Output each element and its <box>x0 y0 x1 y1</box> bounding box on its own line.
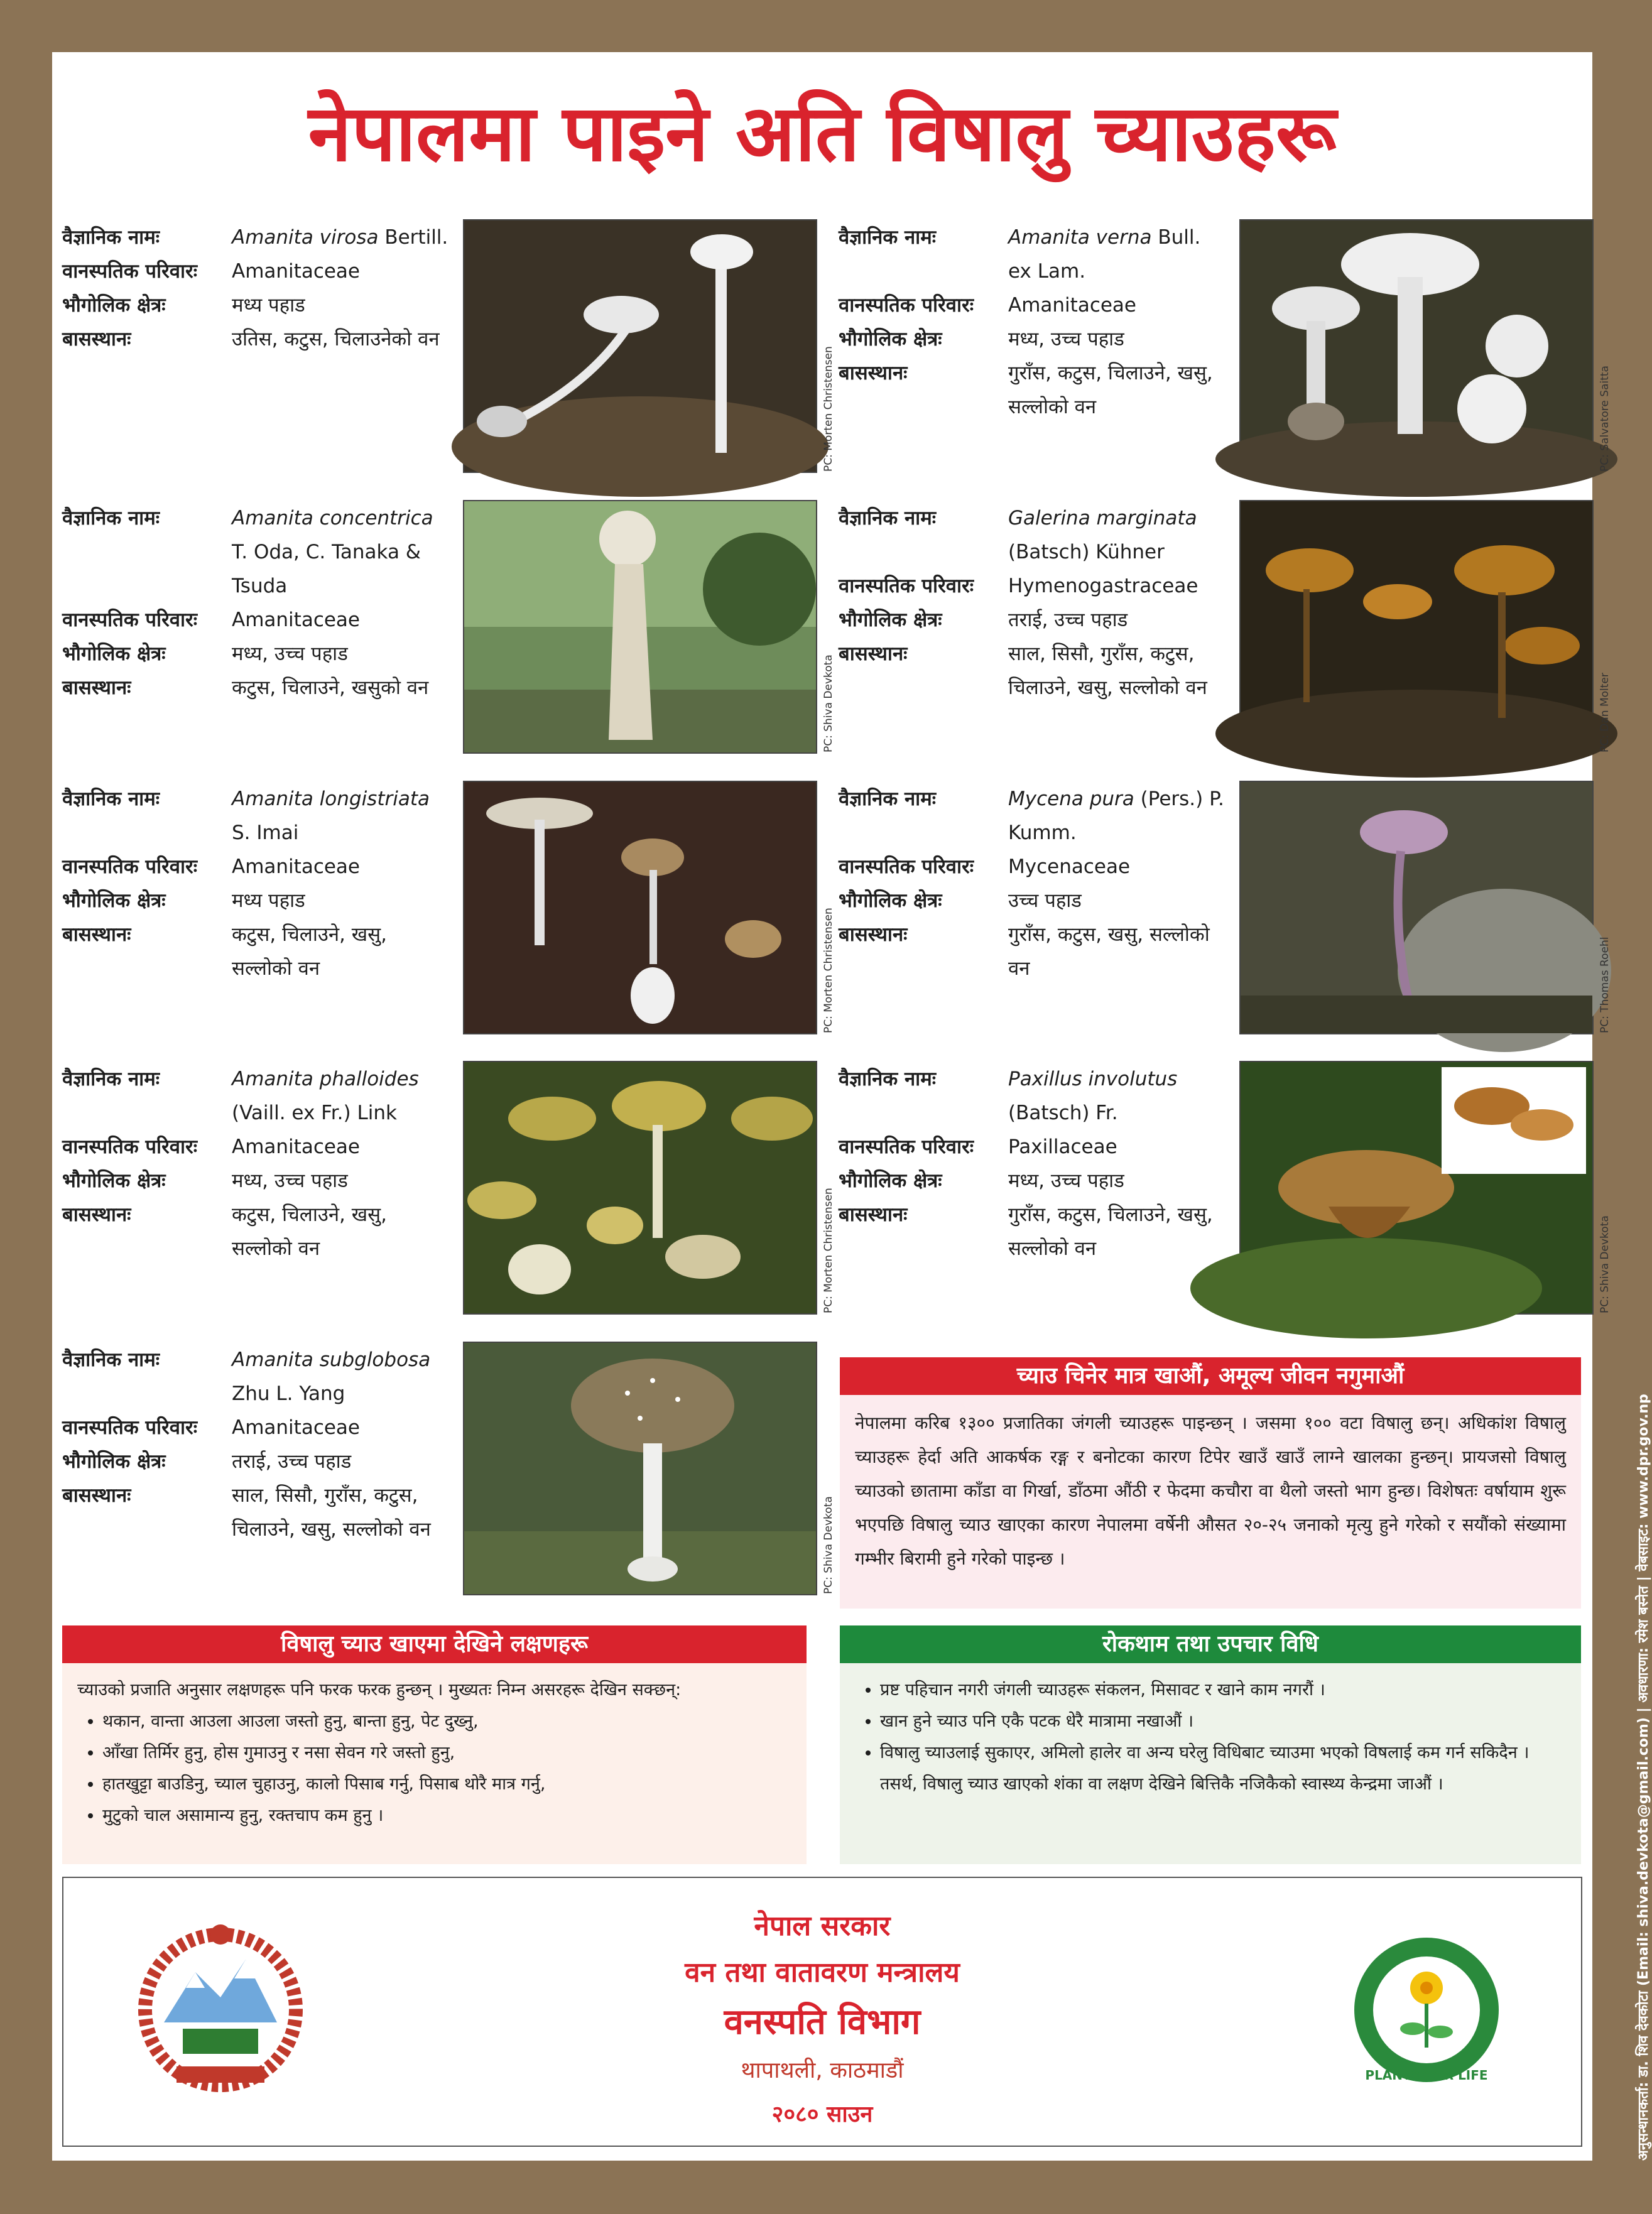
mushroom-card <box>839 501 1611 752</box>
scientific-name: Amanita subglobosa <box>232 1348 431 1371</box>
label-region: भौगोलिक क्षेत्रः <box>62 1169 166 1192</box>
mushroom-photo <box>464 1343 816 1594</box>
author: (Vaill. ex Fr.) Link <box>232 1102 397 1124</box>
photo-credit: PC: Morten Christensen <box>822 908 835 1033</box>
label-scientific-name: वैज्ञानिक नामः <box>62 1348 160 1371</box>
field-scientific-name <box>62 782 452 850</box>
list-item: • मुटुको चाल असामान्य हुनु, रक्तचाप कम हुनु । <box>102 1800 791 1831</box>
label-habitat: बासस्थानः <box>839 362 908 384</box>
scientific-name: Galerina marginata <box>1008 507 1197 529</box>
list-item: • हातखुट्टा बाउडिनु, च्याल चुहाउनु, कालो पिसाब गर्नु, पिसाब थोरै मात्र गर्नु, <box>102 1769 791 1800</box>
scientific-name: Mycena pura <box>1008 788 1134 810</box>
mushroom-fields <box>839 1062 1228 1266</box>
label-region: भौगोलिक क्षेत्रः <box>62 643 166 665</box>
label-family: वानस्पतिक परिवारः <box>62 260 197 283</box>
field-region <box>62 1164 452 1198</box>
scientific-name: Amanita concentrica <box>232 507 433 529</box>
field-region <box>839 322 1228 356</box>
label-family: वानस्पतिक परिवारः <box>839 1136 974 1158</box>
label-scientific-name: वैज्ञानिक नामः <box>62 788 160 810</box>
photo-credit: PC: Shiva Devkota <box>822 654 835 752</box>
field-scientific-name <box>839 501 1228 569</box>
region: तराई, उच्च पहाड <box>1008 609 1128 631</box>
mushroom-card <box>62 782 835 1033</box>
footer <box>62 1877 1582 2147</box>
intro-box-text: नेपालमा करिब १३०० प्रजातिका जंगली च्याउहरू पाइन्छन् । जसमा १०० वटा विषालु छन्। अधिकांश विषालु च्याउहरू हेर्दा अति आकर्षक रङ्ग र बनोटका कारण टिपेर खाउँ खाउँ लाग्ने खालका हुन्छन्। प्रायजसो विषालु च्याउको छातामा काँडा वा गिर्खा, डाँठमा औंठी र फेदमा कचौरा वा थैलो जस्तो भाग हुन्छ। विशेषतः वर्षायाम शुरू भएपछि विषालु च्याउ खाएका कारण नेपालमा वर्षेनी औसत २०-२५ जनाको मृत्यु हुने गरेको र सयौंको संख्यामा गम्भीर बिरामी हुने गरेको पाइन्छ । <box>855 1413 1566 1569</box>
photo-credit: PC: Morten Christensen <box>822 1188 835 1313</box>
region: मध्य, उच्च पहाड <box>232 643 348 665</box>
field-family <box>62 850 452 884</box>
label-scientific-name: वैज्ञानिक नामः <box>839 507 937 529</box>
field-region <box>839 884 1228 918</box>
field-scientific-name <box>839 220 1228 288</box>
family: Hymenogastraceae <box>1008 575 1198 597</box>
field-region <box>62 884 452 918</box>
label-scientific-name: वैज्ञानिक नामः <box>62 1068 160 1090</box>
habitat: कटुस, चिलाउने, खसुको वन <box>232 676 429 699</box>
family: Mycenaceae <box>1008 855 1131 878</box>
mushroom-photo <box>1241 782 1592 1033</box>
mushroom-fields <box>62 1343 452 1546</box>
mushroom-photo <box>1241 501 1592 752</box>
mushroom-photo <box>464 220 816 472</box>
list-item: • प्रष्ट पहिचान नगरी जंगली च्याउहरू संकलन, मिसावट र खाने काम नगरौं । <box>880 1674 1566 1706</box>
page-title: नेपालमा पाइने अति विषालु च्याउहरू <box>308 89 1337 179</box>
symptoms-intro: च्याउको प्रजाति अनुसार लक्षणहरू पनि फरक फरक हुन्छन् । मुख्यतः निम्न असरहरू देखिन सक्छन्: <box>77 1680 682 1700</box>
field-family <box>62 1130 452 1164</box>
author: (Pers.) P. Kumm. <box>1008 788 1224 844</box>
label-scientific-name: वैज्ञानिक नामः <box>839 788 937 810</box>
field-family <box>62 1411 452 1445</box>
photo-credit: PC: Dan Molter <box>1599 673 1611 752</box>
mushroom-photo <box>1241 220 1592 472</box>
habitat: गुराँस, कटुस, चिलाउने, खसु, सल्लोको वन <box>1008 362 1213 418</box>
field-family <box>839 569 1228 603</box>
family: Amanitaceae <box>232 1416 360 1439</box>
mushroom-photo <box>1241 1062 1592 1313</box>
mushroom-fields <box>839 501 1228 705</box>
habitat: साल, सिसौ, गुराँस, कटुस, चिलाउने, खसु, सल्लोको वन <box>1008 643 1207 699</box>
author: (Batsch) Fr. <box>1008 1102 1118 1124</box>
photo-credit: PC: Shiva Devkota <box>822 1496 835 1594</box>
field-family <box>62 254 452 288</box>
label-region: भौगोलिक क्षेत्रः <box>62 294 166 317</box>
label-habitat: बासस्थानः <box>62 1484 131 1507</box>
field-habitat <box>62 1198 452 1266</box>
footer-date: २०८० साउन <box>771 2102 873 2127</box>
habitat: उतिस, कटुस, चिलाउनेको वन <box>232 328 440 350</box>
region: उच्च पहाड <box>1008 889 1082 912</box>
mushroom-photo <box>464 782 816 1033</box>
mushroom-fields <box>839 220 1228 424</box>
field-habitat <box>839 918 1228 985</box>
field-scientific-name <box>62 501 452 603</box>
poster <box>52 52 1611 2161</box>
mushroom-card <box>839 220 1611 472</box>
label-family: वानस्पतिक परिवारः <box>839 294 974 317</box>
author: Bull. ex Lam. <box>1008 226 1201 283</box>
scientific-name: Amanita phalloides <box>232 1068 419 1090</box>
label-region: भौगोलिक क्षेत्रः <box>839 609 942 631</box>
footer-govt: नेपाल सरकार <box>754 1910 891 1942</box>
region: मध्य पहाड <box>232 889 305 912</box>
habitat: कटुस, चिलाउने, खसु, सल्लोको वन <box>232 923 387 980</box>
footer-ministry: वन तथा वातावरण मन्त्रालय <box>685 1956 960 1989</box>
photo-credit: PC: Salvatore Saitta <box>1599 366 1611 472</box>
field-region <box>62 1445 452 1479</box>
region: मध्य, उच्च पहाड <box>1008 1169 1124 1192</box>
intro-box <box>840 1357 1581 1609</box>
label-habitat: बासस्थानः <box>62 676 131 699</box>
label-scientific-name: वैज्ञानिक नामः <box>62 507 160 529</box>
label-region: भौगोलिक क्षेत्रः <box>839 328 942 350</box>
list-item: • विषालु च्याउलाई सुकाएर, अमिलो हालेर वा अन्य घरेलु विधिबाट च्याउमा भएको विषलाई कम गर्न सकिदैन । तसर्थ, विषालु च्याउ खाएको शंका वा लक्षण देखिने बित्तिकै नजिकैको स्वास्थ्य केन्द्रमा जाऔं । <box>880 1737 1566 1800</box>
scientific-name: Amanita longistriata <box>232 788 430 810</box>
field-scientific-name <box>62 1343 452 1411</box>
prevention-list <box>855 1674 1566 1800</box>
mushroom-fields <box>839 782 1228 985</box>
scientific-name: Amanita verna <box>1008 226 1152 249</box>
mushroom-fields <box>62 501 452 705</box>
field-scientific-name <box>62 1062 452 1130</box>
mushroom-card <box>62 1062 835 1313</box>
list-item: • खान हुने च्याउ पनि एकै पटक धेरै मात्रामा नखाऔं । <box>880 1706 1566 1737</box>
author: Bertill. <box>384 226 448 249</box>
author: (Batsch) Kühner <box>1008 541 1165 563</box>
list-item: • थकान, वान्ता आउला आउला जस्तो हुनु, बान्ता हुनु, पेट दुख्नु, <box>102 1706 791 1737</box>
field-habitat <box>62 1479 452 1546</box>
label-family: वानस्पतिक परिवारः <box>839 575 974 597</box>
field-family <box>839 1130 1228 1164</box>
region: मध्य, उच्च पहाड <box>1008 328 1124 350</box>
field-scientific-name <box>62 220 452 254</box>
field-region <box>839 603 1228 637</box>
family: Amanitaceae <box>232 1136 360 1158</box>
field-habitat <box>62 322 452 356</box>
label-habitat: बासस्थानः <box>839 643 908 665</box>
label-scientific-name: वैज्ञानिक नामः <box>62 226 160 249</box>
label-family: वानस्पतिक परिवारः <box>62 1136 197 1158</box>
field-habitat <box>839 637 1228 705</box>
region: तराई, उच्च पहाड <box>232 1450 352 1473</box>
logo-text: PLANTS FOR LIFE <box>1365 2068 1488 2083</box>
footer-address: थापाथली, काठमाडौं <box>741 2058 904 2083</box>
field-scientific-name <box>839 1062 1228 1130</box>
label-region: भौगोलिक क्षेत्रः <box>839 1169 942 1192</box>
family: Paxillaceae <box>1008 1136 1117 1158</box>
field-habitat <box>839 356 1228 424</box>
habitat: गुराँस, कटुस, चिलाउने, खसु, सल्लोको वन <box>1008 1203 1213 1260</box>
field-scientific-name <box>839 782 1228 850</box>
mushroom-card <box>62 1343 835 1594</box>
list-item: • आँखा तिर्मिर हुनु, होस गुमाउनु र नसा सेवन गरे जस्तो हुनु, <box>102 1737 791 1769</box>
mushroom-card <box>839 782 1611 1033</box>
habitat: साल, सिसौ, गुराँस, कटुस, चिलाउने, खसु, सल्लोको वन <box>232 1484 431 1541</box>
footer-department: वनस्पति विभाग <box>724 2002 921 2043</box>
label-region: भौगोलिक क्षेत्रः <box>839 889 942 912</box>
intro-box-header: च्याउ चिनेर मात्र खाऔं, अमूल्य जीवन नगुमाऔं <box>840 1357 1581 1395</box>
prevention-box-header: रोकथाम तथा उपचार विधि <box>840 1625 1581 1663</box>
habitat: गुराँस, कटुस, खसु, सल्लोको वन <box>1008 923 1210 980</box>
region: मध्य, उच्च पहाड <box>232 1169 348 1192</box>
prevention-box <box>840 1625 1581 1864</box>
symptoms-list <box>77 1706 791 1831</box>
family: Amanitaceae <box>232 260 360 283</box>
habitat: कटुस, चिलाउने, खसु, सल्लोको वन <box>232 1203 387 1260</box>
photo-credit: PC: Thomas Roehl <box>1599 936 1611 1033</box>
plants-for-life-logo-icon <box>1345 1922 1508 2098</box>
label-family: वानस्पतिक परिवारः <box>62 1416 197 1439</box>
field-habitat <box>62 918 452 985</box>
field-region <box>62 637 452 671</box>
mushroom-card <box>839 1062 1611 1313</box>
label-family: वानस्पतिक परिवारः <box>839 855 974 878</box>
side-credit: अनुसन्धानकर्ता: डा. शिव देवकोटा (Email: shiva.devkota@gmail.com) | अवधारणा: रमेश बस्नेत | वेबसाइट: www.dpr.gov.np <box>1636 1394 1651 2161</box>
label-habitat: बासस्थानः <box>839 1203 908 1226</box>
symptoms-box-header: विषालु च्याउ खाएमा देखिने लक्षणहरू <box>62 1625 807 1663</box>
field-family <box>62 603 452 637</box>
label-family: वानस्पतिक परिवारः <box>62 855 197 878</box>
family: Amanitaceae <box>232 609 360 631</box>
mushroom-photo <box>464 1062 816 1313</box>
label-family: वानस्पतिक परिवारः <box>62 609 197 631</box>
label-scientific-name: वैज्ञानिक नामः <box>839 226 937 249</box>
family: Amanitaceae <box>1008 294 1136 317</box>
label-habitat: बासस्थानः <box>62 923 131 946</box>
field-family <box>839 850 1228 884</box>
scientific-name: Amanita virosa <box>232 226 379 249</box>
mushroom-card <box>62 220 835 472</box>
photo-credit: PC: Morten Christensen <box>822 346 835 472</box>
mushroom-fields <box>62 1062 452 1266</box>
label-habitat: बासस्थानः <box>62 1203 131 1226</box>
field-family <box>839 288 1228 322</box>
author: S. Imai <box>232 822 299 844</box>
label-region: भौगोलिक क्षेत्रः <box>62 1450 166 1473</box>
mushroom-card <box>62 501 835 752</box>
field-region <box>62 288 452 322</box>
label-habitat: बासस्थानः <box>839 923 908 946</box>
label-habitat: बासस्थानः <box>62 328 131 350</box>
photo-credit: PC: Shiva Devkota <box>1599 1215 1611 1313</box>
author: Zhu L. Yang <box>232 1382 345 1405</box>
field-habitat <box>62 671 452 705</box>
mushroom-fields <box>62 782 452 985</box>
mushroom-fields <box>62 220 452 356</box>
label-scientific-name: वैज्ञानिक नामः <box>839 1068 937 1090</box>
field-habitat <box>839 1198 1228 1266</box>
field-region <box>839 1164 1228 1198</box>
mushroom-photo <box>464 501 816 752</box>
label-region: भौगोलिक क्षेत्रः <box>62 889 166 912</box>
symptoms-box <box>62 1625 807 1864</box>
author: T. Oda, C. Tanaka & Tsuda <box>232 541 421 597</box>
region: मध्य पहाड <box>232 294 305 317</box>
scientific-name: Paxillus involutus <box>1008 1068 1178 1090</box>
family: Amanitaceae <box>232 855 360 878</box>
